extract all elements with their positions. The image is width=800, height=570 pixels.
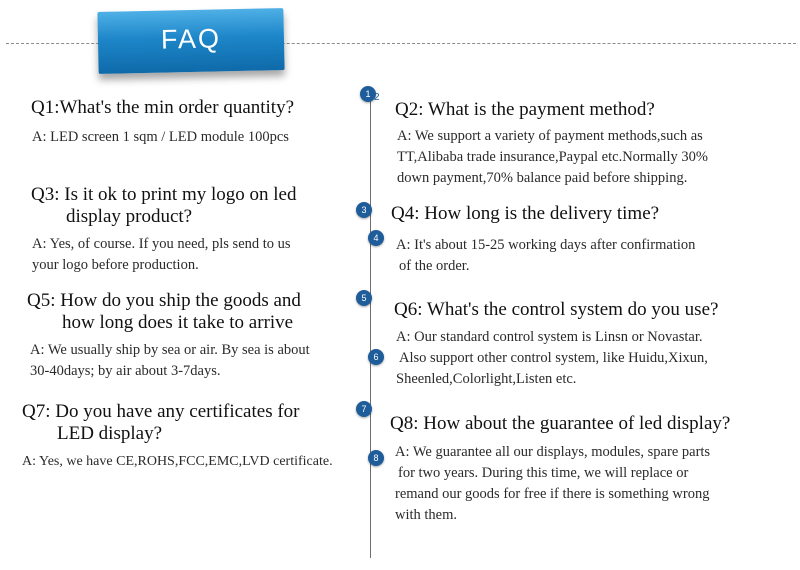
answer-line: Sheenled,Colorlight,Listen etc.	[396, 371, 577, 387]
question-line: LED display?	[57, 423, 163, 444]
answer-line: down payment,70% balance paid before shipping.	[397, 170, 688, 186]
answer-a7	[22, 451, 333, 472]
marker-2: 2	[374, 92, 380, 103]
marker-6: 6	[368, 349, 384, 365]
question-line: Q5: How do you ship the goods and	[27, 290, 301, 311]
question-q3	[31, 184, 296, 228]
answer-a6	[396, 327, 708, 390]
marker-3: 3	[356, 202, 372, 218]
answer-line: A: LED screen 1 sqm / LED module 100pcs	[32, 129, 289, 145]
question-line: Q1:What's the min order quantity?	[31, 97, 295, 118]
question-q6	[394, 299, 718, 321]
answer-a1	[32, 127, 289, 148]
answer-line: A: We guarantee all our displays, modules, spare parts	[395, 444, 711, 460]
question-line: Q3: Is it ok to print my logo on led	[31, 184, 297, 205]
answer-a5	[30, 340, 310, 382]
answer-line: remand our goods for free if there is something wrong	[395, 486, 710, 502]
answer-line: A: Our standard control system is Linsn or Novastar.	[396, 329, 703, 345]
answer-line: A: We support a variety of payment methods,such as	[397, 128, 703, 144]
faq-banner-title: FAQ	[160, 23, 222, 55]
question-line: Q4: How long is the delivery time?	[391, 203, 660, 224]
answer-a3	[32, 234, 291, 276]
answer-a2	[397, 126, 708, 189]
marker-1: 1	[360, 86, 376, 102]
question-q8	[390, 413, 730, 435]
question-q7	[22, 401, 300, 445]
answer-line: A: Yes, of course. If you need, pls send to us	[32, 236, 291, 252]
timeline-line	[370, 88, 371, 558]
answer-line: A: We usually ship by sea or air. By sea is about	[30, 342, 310, 358]
answer-a4	[396, 235, 695, 277]
answer-line: Also support other control system, like Huidu,Xixun,	[399, 350, 708, 366]
answer-a8	[395, 442, 710, 526]
question-line: display product?	[66, 206, 193, 227]
answer-line: 30-40days; by air about 3-7days.	[30, 363, 221, 379]
question-q2	[395, 99, 655, 121]
answer-line: TT,Alibaba trade insurance,Paypal etc.Normally 30%	[397, 149, 708, 165]
question-line: Q8: How about the guarantee of led display?	[390, 413, 731, 434]
answer-line: your logo before production.	[32, 257, 199, 273]
question-line: Q6: What's the control system do you use?	[394, 299, 719, 320]
question-q1	[31, 97, 294, 119]
question-q5	[27, 290, 301, 334]
answer-line: of the order.	[399, 258, 470, 274]
marker-7: 7	[356, 401, 372, 417]
question-q4	[391, 203, 659, 225]
marker-5: 5	[356, 290, 372, 306]
answer-line: with them.	[395, 507, 458, 523]
answer-line: A: Yes, we have CE,ROHS,FCC,EMC,LVD certificate.	[22, 454, 333, 469]
marker-8: 8	[368, 450, 384, 466]
question-line: Q7: Do you have any certificates for	[22, 401, 300, 422]
answer-line: A: It's about 15-25 working days after confirmation	[396, 237, 696, 253]
question-line: how long does it take to arrive	[62, 312, 294, 333]
question-line: Q2: What is the payment method?	[395, 99, 655, 120]
faq-banner	[97, 8, 284, 74]
answer-line: for two years. During this time, we will replace or	[398, 465, 689, 481]
marker-4: 4	[368, 230, 384, 246]
